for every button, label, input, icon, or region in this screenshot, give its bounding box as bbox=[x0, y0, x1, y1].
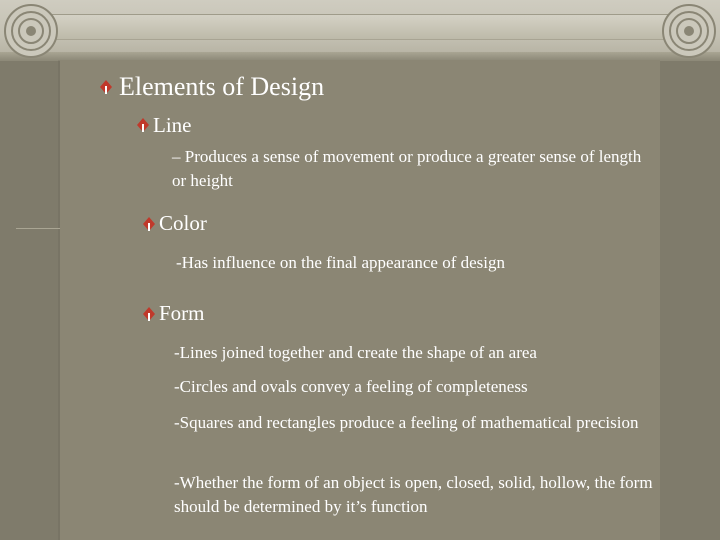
decorative-side-line bbox=[16, 228, 60, 229]
ionic-volute-icon bbox=[660, 2, 718, 60]
section-item: -Has influence on the final appearance of design bbox=[176, 253, 505, 272]
red-diamond-bullet-icon bbox=[143, 307, 155, 321]
section-item: -Circles and ovals convey a feeling of completeness bbox=[174, 377, 528, 396]
ionic-capital-header bbox=[0, 0, 720, 61]
ionic-volute-icon bbox=[2, 2, 60, 60]
capital-band bbox=[50, 14, 670, 40]
capital-ledge bbox=[0, 52, 720, 60]
section-item: -Squares and rectangles produce a feeling of mathematical precision bbox=[174, 413, 639, 432]
red-diamond-bullet-icon bbox=[143, 217, 155, 231]
slide-title: Elements of Design bbox=[119, 72, 325, 101]
section-heading-form: Form bbox=[159, 301, 205, 325]
section-heading-color: Color bbox=[159, 211, 207, 235]
section-item: – Produces a sense of movement or produce a greater sense of length or height bbox=[172, 147, 642, 190]
section-heading-line: Line bbox=[153, 113, 192, 137]
red-diamond-bullet-icon bbox=[100, 80, 112, 94]
content-panel bbox=[60, 60, 660, 540]
red-diamond-bullet-icon bbox=[137, 118, 149, 132]
section-item: -Whether the form of an object is open, closed, solid, hollow, the form should be determined by it’s function bbox=[174, 473, 653, 516]
section-item: -Lines joined together and create the shape of an area bbox=[174, 343, 537, 362]
